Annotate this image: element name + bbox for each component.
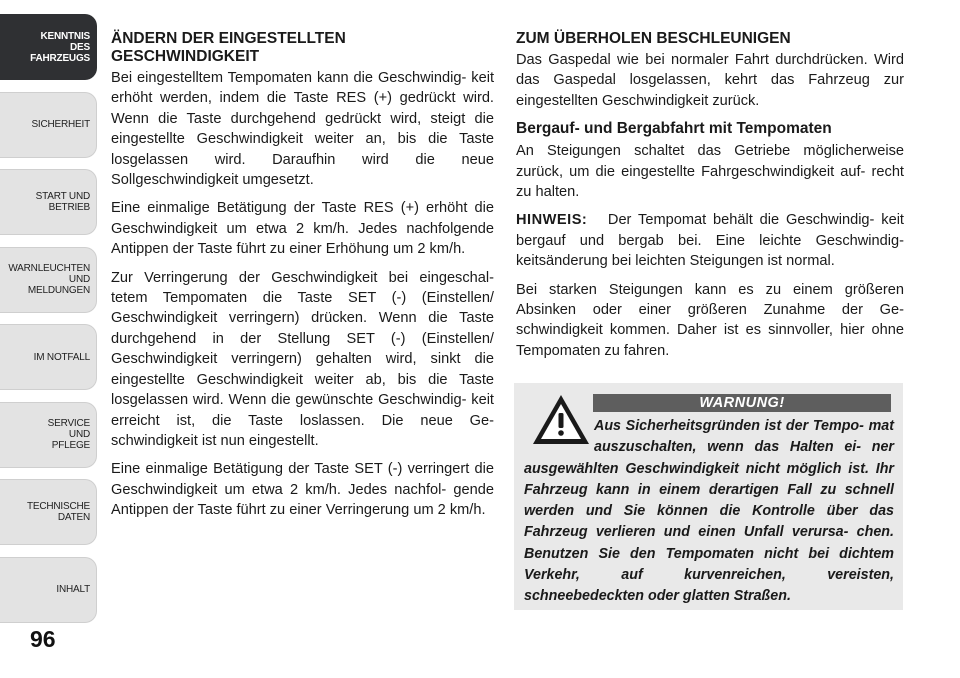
chapter-tab[interactable] [0, 402, 97, 468]
warning-title: WARNUNG! [593, 394, 891, 412]
chapter-tab[interactable] [0, 479, 97, 545]
subsection-heading: Bergauf- und Bergabfahrt mit Tempomaten [516, 120, 832, 138]
chapter-tab-label: SICHERHEIT [31, 119, 90, 130]
body-paragraph: Eine einmalige Betätigung der Taste RES (+) erhöht die Geschwindigkeit um etwa 2 km/h. Jedes nachfolgende Antippen der Taste führt zu einer Erhöhung um 2 km/h. [111, 200, 494, 258]
warning-text: Aus Sicherheitsgründen ist der Tempo- mat auszuschalten, wenn das Halten ei- ner ausgewählten Geschwindigkeit nicht möglich ist. Ihr Fahrzeug kann in einem derartigen Fall zu schnell werden und Sie können die Kontrolle über das Fahrzeug verlieren und einen Unfall verursa- chen. Benutzen Sie den Tempomaten nicht bei dichtem Verkehr, auf kurvenreichen, vereisten, schneebedeckten oder glatten Straßen. [524, 418, 894, 605]
chapter-tab-label: UND [68, 274, 90, 285]
chapter-tab-label: BETRIEB [48, 202, 90, 213]
warning-box [514, 383, 903, 610]
chapter-tab[interactable] [0, 324, 97, 390]
chapter-tab[interactable] [0, 247, 97, 313]
chapter-tab-label: DATEN [57, 512, 90, 523]
chapter-tab-label: IM NOTFALL [33, 351, 90, 363]
chapter-tab[interactable] [0, 169, 97, 235]
chapter-tab-label: SERVICE [47, 418, 90, 429]
body-paragraph: Bei eingestelltem Tempomaten kann die Geschwindig- keit erhöht werden, indem die Taste RES (+) gedrückt wird. Wenn die Taste durchgehend gedrückt wird, steigt die eingestellte Geschwindigkeit weiter an, bis die Taste losgelassen wird. Daraufhin wird die neue Sollgeschwindigkeit umgesetzt. [111, 70, 494, 189]
chapter-tab-label: INHALT [56, 584, 90, 595]
chapter-tab[interactable] [0, 92, 97, 158]
right-column [516, 30, 904, 369]
left-column [111, 30, 494, 529]
page-number: 96 [30, 626, 56, 652]
note-paragraph [516, 210, 904, 271]
chapter-tab-label: MELDUNGEN [27, 285, 90, 296]
chapter-tab-label: KENNTNIS [40, 30, 90, 42]
chapter-tab-label: UND [68, 429, 90, 440]
note-label: HINWEIS: [516, 212, 588, 229]
section-heading: ÄNDERN DER EINGESTELLTEN GESCHWINDIGKEIT [111, 30, 346, 65]
chapter-tab-label: PFLEGE [51, 440, 90, 451]
body-paragraph: An Steigungen schaltet das Getriebe möglicherweise zurück, um die eingestellte Fahrgeschwindigkeit auf- recht zu halten. [516, 143, 904, 201]
chapter-tab-label: START UND [35, 191, 90, 202]
chapter-tab-label: DES [70, 41, 90, 53]
chapter-tab[interactable] [0, 557, 97, 623]
note-text: Der Tempomat behält die Geschwindig- keit bergauf und bergab bei. Eine leichte Geschwindig- keitsänderung bei leichten Steigungen ist normal. [516, 212, 904, 270]
chapter-tab[interactable] [0, 14, 97, 80]
chapter-tab-label: FAHRZEUGS [30, 52, 90, 64]
chapter-tab-label: WARNLEUCHTEN [8, 263, 90, 274]
body-paragraph: Eine einmalige Betätigung der Taste SET (-) verringert die Geschwindigkeit um etwa 2 km/h. Jedes nachfol- gende Antippen der Taste führt zu einer Verringerung um 2 km/h. [111, 461, 494, 519]
section-heading: ZUM ÜBERHOLEN BESCHLEUNIGEN [516, 30, 791, 47]
body-paragraph: Das Gaspedal wie bei normaler Fahrt durchdrücken. Wird das Gaspedal losgelassen, kehrt das Fahrzeug zur eingestellten Geschwindigkeit zurück. [516, 52, 904, 109]
chapter-tab-label: TECHNISCHE [26, 501, 90, 512]
body-paragraph: Zur Verringerung der Geschwindigkeit bei eingeschal- tetem Tempomaten die Taste SET (-) (Einstellen/ Geschwindigkeit verringern) drücken. Wenn die Taste durchgehend in der Stellung SET (-) (Einstellen/ Geschwindigkeit verringern) gehalten wird, sinkt die eingestellte Geschwindigkeit weiter ab, bis die Taste losgelassen wird. Wenn die gewünschte Geschwindig- keit erreicht ist, die Taste loslassen. Die neue Ge- schwindigkeit ist nun eingestellt. [111, 269, 494, 449]
body-paragraph: Bei starken Steigungen kann es zu einem größeren Absinken oder einer größeren Zunahme der Ge- schwindigkeit kommen. Daher ist es sinnvoller, hier ohne Tempomaten zu fahren. [516, 281, 904, 359]
